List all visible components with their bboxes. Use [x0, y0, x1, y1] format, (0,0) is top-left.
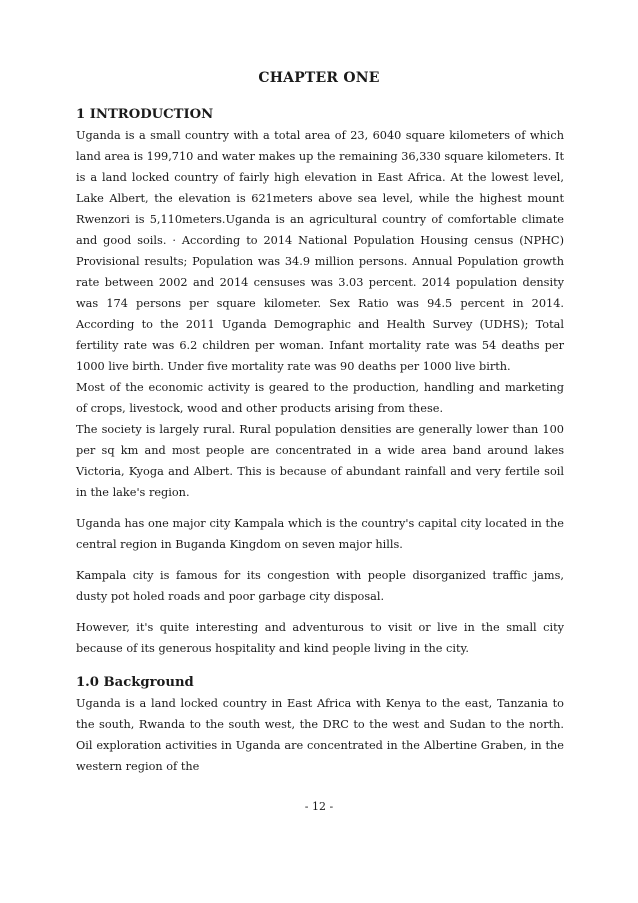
- page-content: [76, 104, 564, 777]
- background-heading: 1.0 Background: [76, 675, 194, 690]
- intro-paragraph-population: Uganda is a small country with a total area of 23, 6040 square kilometers of which land area is 199,710 and water makes up the remaining 36,330 square kilometers. It is a land locked country of fairly high elevation in East Africa. At the lowest level, Lake Albert, the elevation is 621meters above sea level, while the highest mount Rwenzori is 5,110meters.Uganda is an agricultural country of comfortable climate and good soils. · According to 2014 National Population Housing census (NPHC) Provisional results; Population was 34.9 million persons. Annual Population growth rate between 2002 and 2014 censuses was 3.03 percent. 2014 population density was 174 persons per square kilometer. Sex Ratio was 94.5 percent in 2014. According to the 2011 Uganda Demographic and Health Survey (UDHS); Total fertility rate was 6.2 children per woman. Infant mortality rate was 54 deaths per 1000 live birth. Under five mortality rate was 90 deaths per 1000 live birth.: [76, 129, 564, 373]
- intro-heading: 1 INTRODUCTION: [76, 107, 214, 122]
- chapter-title: CHAPTER ONE: [258, 70, 380, 86]
- page-number: - 12 -: [304, 800, 334, 813]
- background-paragraph: Uganda is a land locked country in East Africa with Kenya to the east, Tanzania to the south, Rwanda to the south west, the DRC to the west and Sudan to the north. Oil exploration activities in Uganda are concentrated in the Albertine Graben, in the western region of the: [76, 697, 564, 773]
- intro-paragraph-hospitality: However, it's quite interesting and adventurous to visit or live in the small city because of its generous hospitality and kind people living in the city.: [76, 621, 564, 655]
- intro-paragraph-congestion: Kampala city is famous for its congestion with people disorganized traffic jams, dusty pot holed roads and poor garbage city disposal.: [76, 569, 564, 603]
- intro-paragraph-society: The society is largely rural. Rural population densities are generally lower than 100 per sq km and most people are concentrated in a wide area band around lakes Victoria, Kyoga and Albert. This is because of abundant rainfall and very fertile soil in the lake's region.: [76, 423, 564, 499]
- intro-paragraph-economy: Most of the economic activity is geared to the production, handling and marketing of crops, livestock, wood and other products arising from these.: [76, 381, 564, 415]
- intro-paragraph-kampala: Uganda has one major city Kampala which is the country's capital city located in the central region in Buganda Kingdom on seven major hills.: [76, 517, 564, 551]
